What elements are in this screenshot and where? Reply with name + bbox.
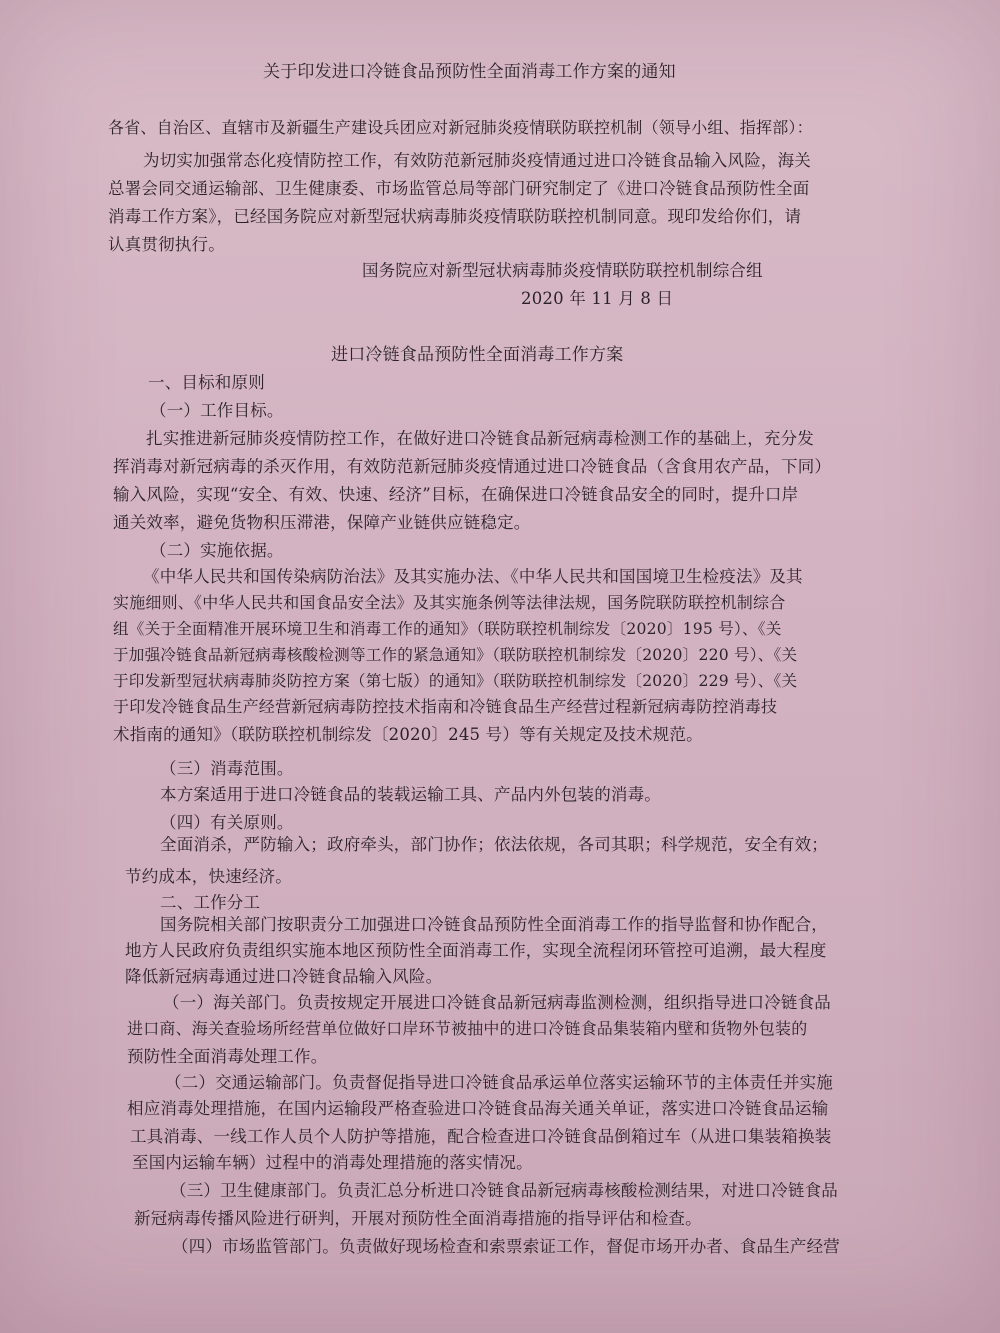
notice-title: 关于印发进口冷链食品预防性全面消毒工作方案的通知 [263, 62, 676, 82]
subsection-heading: （四）市场监管部门。负责做好现场检查和索票索证工作，督促市场开办者、食品生产经营 [172, 1237, 840, 1256]
notice-signer: 国务院应对新型冠状病毒肺炎疫情联防联控机制综合组 [362, 261, 763, 280]
paragraph-line: 至国内运输车辆）过程中的消毒处理措施的落实情况。 [132, 1153, 533, 1172]
paragraph-line: 相应消毒处理措施，在国内运输段严格查验进口冷链食品海关通关单证，落实进口冷链食品运输 [127, 1099, 829, 1118]
notice-salutation: 各省、自治区、直辖市及新疆生产建设兵团应对新冠肺炎疫情联防联控机制（领导小组、指挥部）： [108, 118, 813, 137]
plan-title: 进口冷链食品预防性全面消毒工作方案 [331, 345, 624, 365]
notice-date: 2020 年 11 月 8 日 [521, 289, 674, 308]
subsection-heading: （二）实施依据。 [150, 541, 284, 560]
paragraph-line: 于印发冷链食品生产经营新冠病毒防控技术指南和冷链食品生产经营过程新冠病毒防控消毒技 [113, 697, 778, 716]
paragraph-line: 通关效率，避免货物积压滞港，保障产业链供应链稳定。 [113, 513, 531, 532]
paragraph-line: 《中华人民共和国传染病防治法》及其实施办法、《中华人民共和国国境卫生检疫法》及其 [143, 567, 803, 586]
paragraph-line: 地方人民政府负责组织实施本地区预防性全面消毒工作，实现全流程闭环管控可追溯，最大程度 [125, 941, 827, 960]
paragraph-line: 输入风险，实现“安全、有效、快速、经济”目标，在确保进口冷链食品安全的同时，提升口岸 [113, 485, 799, 504]
notice-body-line: 总署会同交通运输部、卫生健康委、市场监管总局等部门研究制定了《进口冷链食品预防性全面 [108, 179, 810, 198]
subsection-heading: （三）卫生健康部门。负责汇总分析进口冷链食品新冠病毒核酸检测结果，对进口冷链食品 [170, 1181, 838, 1200]
paragraph-line: 全面消杀，严防输入；政府牵头，部门协作；依法依规，各司其职；科学规范，安全有效； [160, 835, 828, 854]
paragraph-line: 降低新冠病毒通过进口冷链食品输入风险。 [125, 967, 443, 986]
section-heading: 二、工作分工 [160, 893, 261, 912]
subsection-heading: （一）工作目标。 [150, 401, 284, 420]
subsection-heading: （三）消毒范围。 [160, 759, 294, 778]
paragraph-line: 节约成本，快速经济。 [125, 867, 292, 886]
paragraph-line: 进口商、海关查验场所经营单位做好口岸环节被抽中的进口冷链食品集装箱内壁和货物外包装的 [127, 1019, 808, 1038]
paragraph-line: 国务院相关部门按职责分工加强进口冷链食品预防性全面消毒工作的指导监督和协作配合， [160, 915, 828, 934]
notice-body-line: 消毒工作方案》，已经国务院应对新型冠状病毒肺炎疫情联防联控机制同意。现印发给你们，请 [108, 207, 802, 226]
paragraph-line: 术指南的通知》（联防联控机制综发〔2020〕245 号）等有关规定及技术规范。 [113, 725, 703, 744]
notice-body-line: 认真贯彻执行。 [108, 235, 225, 254]
notice-body-line: 为切实加强常态化疫情防控工作，有效防范新冠肺炎疫情通过进口冷链食品输入风险，海关 [143, 151, 811, 170]
subsection-heading: （二）交通运输部门。负责督促指导进口冷链食品承运单位落实运输环节的主体责任并实施 [165, 1073, 833, 1092]
section-heading: 一、目标和原则 [148, 373, 265, 392]
paragraph-line: 组《关于全面精准开展环境卫生和消毒工作的通知》（联防联控机制综发〔2020〕195 号）、《关 [113, 620, 782, 638]
paragraph-line: 实施细则、《中华人民共和国食品安全法》及其实施条例等法律法规，国务院联防联控机制综合 [113, 593, 786, 612]
paragraph-line: 本方案适用于进口冷链食品的装载运输工具、产品内外包装的消毒。 [160, 785, 661, 804]
paragraph-line: 工具消毒、一线工作人员个人防护等措施，配合检查进口冷链食品倒箱过车（从进口集装箱换装 [130, 1127, 832, 1146]
paragraph-line: 于印发新型冠状病毒肺炎防控方案（第七版）的通知》（联防联控机制综发〔2020〕229 号）、《关 [113, 672, 798, 690]
paragraph-line: 于加强冷链食品新冠病毒核酸检测等工作的紧急通知》（联防联控机制综发〔2020〕220 号）、《关 [113, 646, 798, 664]
paragraph-line: 扎实推进新冠肺炎疫情防控工作，在做好进口冷链食品新冠病毒检测工作的基础上，充分发 [146, 429, 814, 448]
paragraph-line: 挥消毒对新冠病毒的杀灭作用，有效防范新冠肺炎疫情通过进口冷链食品（含食用农产品，下同） [113, 457, 832, 476]
paragraph-line: 新冠病毒传播风险进行研判，开展对预防性全面消毒措施的指导评估和检查。 [134, 1209, 702, 1228]
subsection-heading: （一）海关部门。负责按规定开展进口冷链食品新冠病毒监测检测，组织指导进口冷链食品 [163, 993, 831, 1012]
subsection-heading: （四）有关原则。 [160, 813, 294, 832]
paragraph-line: 预防性全面消毒处理工作。 [127, 1047, 328, 1066]
